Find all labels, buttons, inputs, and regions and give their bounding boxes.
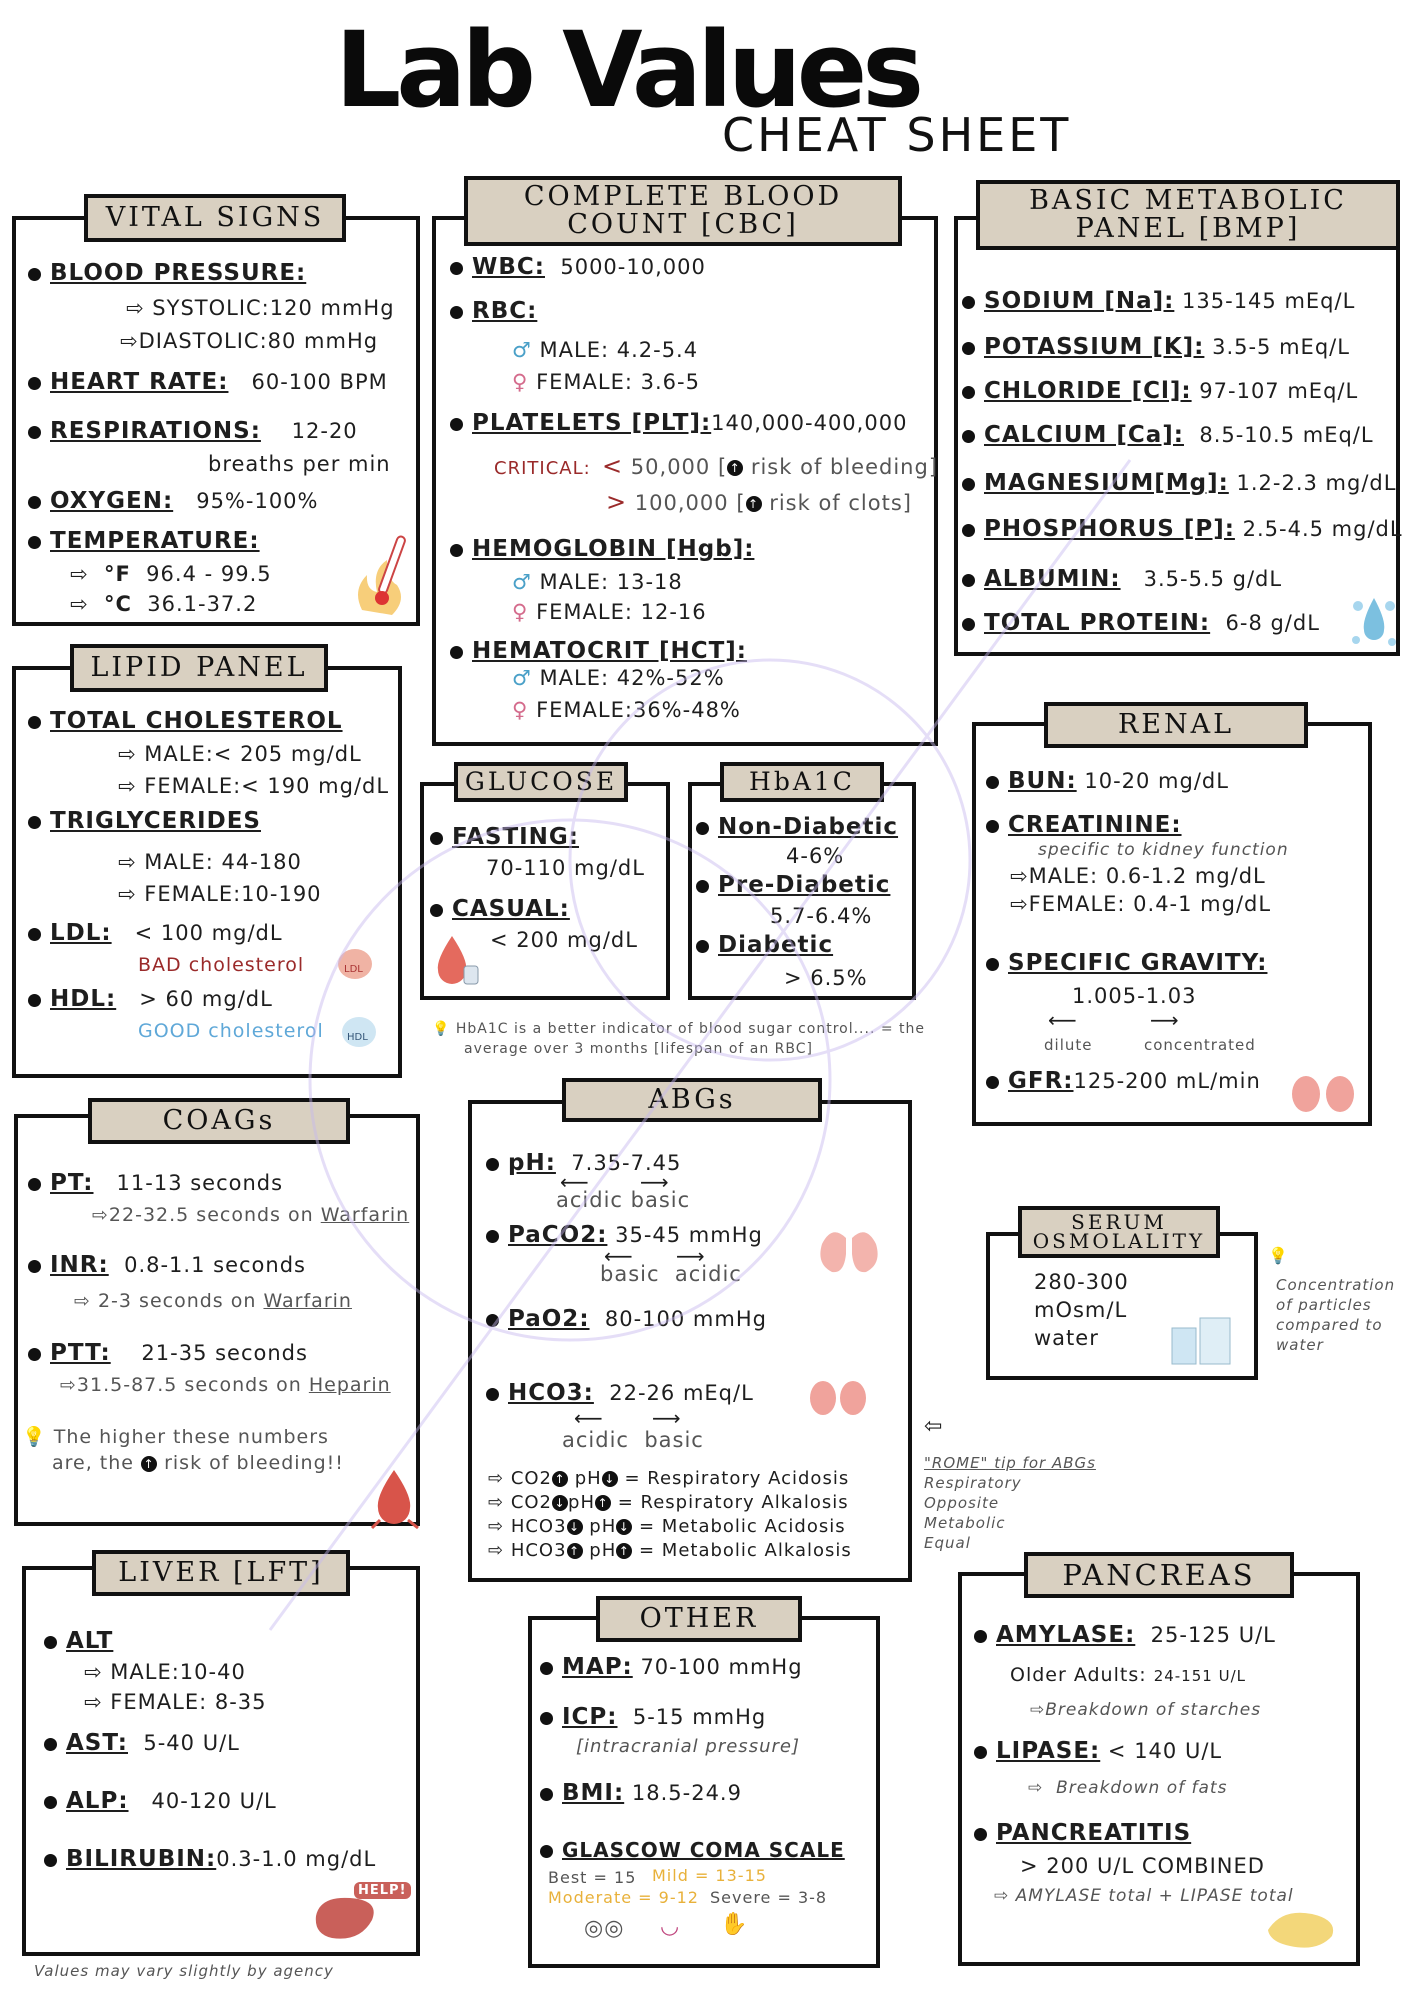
creatinine-label: CREATININE: (986, 814, 1182, 837)
concentrated-label: concentrated (1144, 1036, 1256, 1054)
coags-note-2: are, the ↑ risk of bleeding!! (52, 1452, 344, 1474)
temp-fahrenheit: ⇨ °F 96.4 - 99.5 (70, 562, 272, 586)
page-subtitle: CHEAT SHEET (722, 108, 1072, 162)
ldl-character-icon (334, 942, 376, 982)
cbc-header: COMPLETE BLOOD COUNT [CBC] (464, 176, 902, 246)
paco2-basic: basic acidic (600, 1262, 742, 1286)
respirations-row: RESPIRATIONS: 12-20 (28, 420, 358, 443)
hco3-left-arrow-icon: ⟵ (574, 1406, 603, 1430)
pancreas-character-icon (1262, 1896, 1342, 1956)
other-header: OTHER (596, 1596, 802, 1642)
hco3-row: HCO3: 22-26 mEq/L (486, 1382, 754, 1405)
mouth-icon: ◡ (660, 1914, 681, 1939)
gcs-best: Best = 15 (548, 1868, 637, 1887)
hco3-acidic: acidic basic (562, 1428, 704, 1452)
hematocrit-label: HEMATOCRIT [HCT]: (450, 640, 747, 663)
potassium-row: POTASSIUM [K]: 3.5-5 mEq/L (962, 336, 1350, 359)
paco2-left-arrow-icon: ⟵ (604, 1244, 633, 1268)
rbc-label: RBC: (450, 300, 537, 323)
inr-row: INR: 0.8-1.1 seconds (28, 1254, 306, 1277)
systolic-value: ⇨ SYSTOLIC:120 mmHg (126, 296, 395, 320)
rome-metabolic: Metabolic (924, 1514, 1006, 1532)
serum-note-4: water (1276, 1336, 1324, 1354)
creatinine-male: ⇨MALE: 0.6-1.2 mg/dL (1010, 864, 1266, 888)
svg-text:LDL: LDL (344, 964, 363, 975)
temperature-label: TEMPERATURE: (28, 530, 260, 553)
vital-signs-header: VITAL SIGNS (84, 194, 346, 242)
hba1c-note: 💡 HbA1C is a better indicator of blood sugar control.... = the (432, 1021, 926, 1037)
alp-row: ALP: 40-120 U/L (44, 1790, 277, 1813)
ptt-row: PTT: 21-35 seconds (28, 1342, 308, 1365)
icp-note: [intracranial pressure] (576, 1736, 800, 1757)
rule-resp-acidosis: ⇨ CO2 ↑ pH ↓ = Respiratory Acidosis (488, 1468, 850, 1489)
bmi-row: BMI: 18.5-24.9 (540, 1782, 742, 1805)
map-row: MAP: 70-100 mmHg (540, 1656, 803, 1679)
hdl-character-icon (338, 1010, 380, 1050)
kidneys-icon (1288, 1072, 1358, 1116)
albumin-row: ALBUMIN: 3.5-5.5 g/dL (962, 568, 1282, 591)
page-title: Lab Values (335, 9, 920, 131)
hdl-note: GOOD cholesterol (138, 1020, 324, 1042)
hba1c-note-2: average over 3 months [lifespan of an RBC] (464, 1041, 814, 1057)
bun-row: BUN: 10-20 mg/dL (986, 770, 1229, 793)
coags-header: COAGs (88, 1098, 350, 1144)
tg-female: ⇨ FEMALE:10-190 (118, 882, 322, 906)
pancreatitis-label: PANCREATITIS (974, 1822, 1191, 1845)
total-protein-row: TOTAL PROTEIN: 6-8 g/dL (962, 612, 1320, 635)
liver-header: LIVER [LFT] (92, 1550, 350, 1596)
renal-header: RENAL (1044, 702, 1308, 748)
sodium-row: SODIUM [Na]: 135-145 mEq/L (962, 290, 1355, 313)
rome-title: "ROME" tip for ABGs (924, 1454, 1096, 1472)
chloride-row: CHLORIDE [Cl]: 97-107 mEq/L (962, 380, 1358, 403)
wbc-row: WBC: 5000-10,000 (450, 256, 706, 279)
alt-female: ⇨ FEMALE: 8-35 (84, 1690, 267, 1714)
casual-value: < 200 mg/dL (490, 928, 638, 952)
pre-diabetic-value: 5.7-6.4% (770, 904, 873, 928)
hco3-right-arrow-icon: ⟶ (652, 1406, 681, 1430)
ph-right-arrow-icon: ⟶ (640, 1170, 669, 1194)
hgb-female: ♀ FEMALE: 12-16 (512, 600, 707, 624)
hct-male: ♂ MALE: 42%-52% (512, 666, 725, 690)
calcium-row: CALCIUM [Ca]: 8.5-10.5 mEq/L (962, 424, 1374, 447)
temp-celsius: ⇨ °C 36.1-37.2 (70, 592, 258, 616)
tg-male: ⇨ MALE: 44-180 (118, 850, 302, 874)
diastolic-value: ⇨DIASTOLIC:80 mmHg (120, 329, 379, 353)
water-drops-icon (1350, 592, 1398, 652)
phosphorus-row: PHOSPHORUS [P]: 2.5-4.5 mg/dL (962, 518, 1403, 541)
hgb-male: ♂ MALE: 13-18 (512, 570, 683, 594)
alt-male: ⇨ MALE:10-40 (84, 1660, 246, 1684)
hba1c-header: HbA1C (720, 762, 884, 802)
paco2-right-arrow-icon: ⟶ (676, 1244, 705, 1268)
blood-pressure-label: BLOOD PRESSURE: (28, 262, 306, 285)
serum-note-1: Concentration (1276, 1276, 1396, 1294)
thermometer-fire-icon (352, 530, 412, 620)
tc-male: ⇨ MALE:< 205 mg/dL (118, 742, 362, 766)
creatinine-note: specific to kidney function (1038, 840, 1289, 860)
rule-met-acidosis: ⇨ HCO3 ↓ pH ↓ = Metabolic Acidosis (488, 1516, 846, 1537)
ptt-heparin: ⇨31.5-87.5 seconds on Heparin (60, 1374, 391, 1396)
dilute-arrow-icon: ⟵ (1048, 1008, 1077, 1032)
glucose-header: GLUCOSE (454, 762, 628, 802)
hdl-row: HDL: > 60 mg/dL (28, 988, 273, 1011)
paco2-row: PaCO2: 35-45 mmHg (486, 1224, 763, 1247)
critical-low: < 50,000 [ ↑ risk of bleeding] (602, 452, 939, 480)
icp-row: ICP: 5-15 mmHg (540, 1706, 766, 1729)
diabetic-label: Diabetic (696, 934, 833, 957)
pao2-row: PaO2: 80-100 mmHg (486, 1308, 767, 1331)
rome-arrow-icon: ⇦ (924, 1414, 944, 1439)
rbc-female: ♀ FEMALE: 3.6-5 (512, 370, 700, 394)
concentrated-arrow-icon: ⟶ (1150, 1008, 1179, 1032)
gcs-severe: Severe = 3-8 (710, 1888, 828, 1907)
respirations-unit: breaths per min (208, 452, 391, 476)
lipase-row: LIPASE: < 140 U/L (974, 1740, 1222, 1763)
serum-osmolality-header: SERUM OSMOLALITY (1018, 1206, 1220, 1258)
amylase-older-adults: Older Adults: 24-151 U/L (1010, 1664, 1246, 1686)
ldl-note: BAD cholesterol (138, 954, 305, 976)
pre-diabetic-label: Pre-Diabetic (696, 874, 890, 897)
oxygen-row: OXYGEN: 95%-100% (28, 490, 319, 513)
rbc-male: ♂ MALE: 4.2-5.4 (512, 338, 699, 362)
rome-respiratory: Respiratory (924, 1474, 1022, 1492)
bilirubin-row: BILIRUBIN:0.3-1.0 mg/dL (44, 1848, 376, 1871)
fasting-label: FASTING: (430, 826, 579, 849)
bmp-header: BASIC METABOLIC PANEL [BMP] (976, 180, 1400, 250)
diabetic-value: > 6.5% (784, 966, 868, 990)
blood-drop-character-icon (368, 1464, 426, 1530)
pancreas-header: PANCREAS (1024, 1552, 1294, 1598)
heart-rate-row: HEART RATE: 60-100 BPM (28, 371, 388, 394)
pancreatitis-value: > 200 U/L COMBINED (1020, 1854, 1265, 1878)
amylase-row: AMYLASE: 25-125 U/L (974, 1624, 1276, 1647)
serum-note-3: compared to (1276, 1316, 1383, 1334)
ph-row: pH: 7.35-7.45 (486, 1152, 681, 1175)
ldl-row: LDL: < 100 mg/dL (28, 922, 283, 945)
rule-met-alkalosis: ⇨ HCO3 ↑ pH ↑ = Metabolic Alkalosis (488, 1540, 852, 1561)
rule-resp-alkalosis: ⇨ CO2 ↓ pH ↑ = Respiratory Alkalosis (488, 1492, 849, 1513)
water-glasses-icon (1166, 1308, 1238, 1368)
gcs-mild: Mild = 13-15 (652, 1866, 767, 1885)
inr-warfarin: ⇨ 2-3 seconds on Warfarin (74, 1290, 352, 1312)
ast-row: AST: 5-40 U/L (44, 1732, 240, 1755)
tc-female: ⇨ FEMALE:< 190 mg/dL (118, 774, 390, 798)
serum-note-2: of particles (1276, 1296, 1372, 1314)
fasting-value: 70-110 mg/dL (486, 856, 645, 880)
gcs-label: GLASCOW COMA SCALE (540, 1840, 845, 1861)
serum-value-3: water (1034, 1326, 1099, 1350)
hand-icon: ✋ (720, 1912, 749, 1937)
abgs-header: ABGs (562, 1078, 822, 1122)
creatinine-female: ⇨FEMALE: 0.4-1 mg/dL (1010, 892, 1272, 916)
rome-equal: Equal (924, 1534, 971, 1552)
specific-gravity-value: 1.005-1.03 (1072, 984, 1197, 1008)
serum-value-1: 280-300 (1034, 1270, 1129, 1294)
lipase-note: ⇨ Breakdown of fats (1028, 1778, 1228, 1798)
dilute-label: dilute (1044, 1036, 1093, 1054)
specific-gravity-label: SPECIFIC GRAVITY: (986, 952, 1267, 975)
non-diabetic-value: 4-6% (786, 844, 845, 868)
pt-row: PT: 11-13 seconds (28, 1172, 283, 1195)
rome-opposite: Opposite (924, 1494, 1000, 1512)
footer-note: Values may vary slightly by agency (34, 1962, 334, 1980)
non-diabetic-label: Non-Diabetic (696, 816, 898, 839)
serum-lightbulb-icon: 💡 (1268, 1246, 1289, 1265)
magnesium-row: MAGNESIUM[Mg]: 1.2-2.3 mg/dL (962, 472, 1396, 495)
lungs-icon (812, 1214, 886, 1278)
ph-acidic: acidic basic (556, 1188, 691, 1212)
critical-high: > 100,000 [ ↑ risk of clots] (606, 488, 912, 516)
alt-label: ALT (44, 1630, 113, 1653)
ph-left-arrow-icon: ⟵ (560, 1170, 589, 1194)
pt-warfarin: ⇨22-32.5 seconds on Warfarin (92, 1204, 410, 1226)
pancreatitis-note: ⇨ AMYLASE total + LIPASE total (994, 1886, 1294, 1906)
kidneys-icon-2 (806, 1376, 870, 1420)
gfr-row: GFR:125-200 mL/min (986, 1070, 1261, 1093)
hemoglobin-label: HEMOGLOBIN [Hgb]: (450, 538, 754, 561)
platelets-row: PLATELETS [PLT]:140,000-400,000 (450, 412, 907, 435)
hct-female: ♀ FEMALE:36%-48% (512, 698, 741, 722)
help-bubble: HELP! (354, 1882, 411, 1899)
gcs-moderate: Moderate = 9-12 (548, 1888, 699, 1907)
blood-drop-icon (428, 932, 484, 990)
amylase-note: ⇨Breakdown of starches (1030, 1700, 1262, 1720)
serum-value-2: mOsm/L (1034, 1298, 1128, 1322)
eyes-icon: ◎◎ (584, 1916, 625, 1941)
triglycerides-label: TRIGLYCERIDES (28, 810, 261, 833)
lipid-panel-header: LIPID PANEL (70, 644, 328, 692)
coags-note-1: 💡 The higher these numbers (22, 1426, 329, 1448)
total-cholesterol-label: TOTAL CHOLESTEROL (28, 710, 343, 733)
casual-label: CASUAL: (430, 898, 570, 921)
svg-text:HDL: HDL (347, 1032, 368, 1043)
critical-label: CRITICAL: (494, 458, 591, 479)
